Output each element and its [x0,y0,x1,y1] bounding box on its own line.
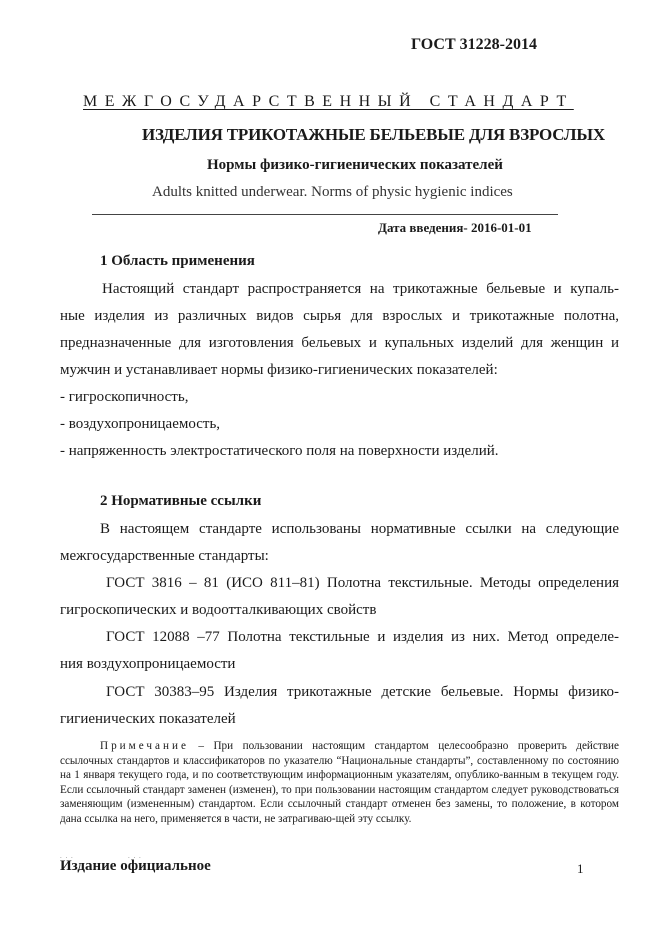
section-1-line-3: предназначенные для изготовления бельевых и купальных изделий для женщин и [60,335,619,351]
section-2-heading: 2 Нормативные ссылки [100,493,262,509]
list-item-hygroscopicity: - гигроскопичность, [60,389,189,405]
document-subtitle: Нормы физико-гигиенических показателей [207,157,503,173]
reference-gost-12088-line-2: ния воздухопроницаемости [60,656,236,672]
document-title: ИЗДЕЛИЯ ТРИКОТАЖНЫЕ БЕЛЬЕВЫЕ ДЛЯ ВЗРОСЛЫХ [142,125,605,144]
section-2-intro-line-2: межгосударственные стандарты: [60,548,269,564]
section-1-heading: 1 Область применения [100,253,255,269]
section-1-line-1: Настоящий стандарт распространяется на трикотажные бельевые и купаль- [102,281,619,297]
section-1-line-4: мужчин и устанавливает нормы физико-гигиенических показателей: [60,362,498,378]
introduction-date: Дата введения- 2016-01-01 [378,220,532,235]
footer-decoration: . . . [60,852,74,860]
english-title: Adults knitted underwear. Norms of physic hygienic indices [152,184,513,200]
section-2-intro-line-1: В настоящем стандарте использованы нормативные ссылки на следующие [100,521,619,537]
reference-gost-30383-line-2: гигиенических показателей [60,711,236,727]
title-divider [92,214,558,215]
list-item-air-permeability: - воздухопроницаемость, [60,416,221,432]
reference-gost-12088-line-1: ГОСТ 12088 –77 Полотна текстильные и изделия из них. Метод определе- [106,629,619,645]
interstate-standard-label: МЕЖГОСУДАРСТВЕННЫЙ СТАНДАРТ [83,93,574,110]
reference-gost-30383-line-1: ГОСТ 30383–95 Изделия трикотажные детские бельевые. Нормы физико- [106,684,619,700]
list-item-electrostatic-field: - напряженность электростатического поля на поверхности изделий. [60,443,499,459]
note-text: – При пользовании настоящим стандартом целесообразно проверить действие ссылочных стандартов и классификаторов по указателю “Национальные стандарты”, составленному по состоянию на 1 января текущего года, и по соответствующим информационным указателям, опублико-ванным в текущем году. Если ссылочный стандарт заменен (изменен), то при пользовании настоящим стандартом следует руководствоваться заменяющим (измененным) стандартом. Если ссылочный стандарт отменен без замены, то положение, в котором дана ссылка на него, применяется в части, не затрагиваю-щей эту ссылку. [60,740,619,825]
note-label: Примечание [100,740,189,752]
reference-gost-3816-line-1: ГОСТ 3816 – 81 (ИСО 811–81) Полотна текстильные. Методы определения [106,575,619,591]
section-1-line-2: ные изделия из различных видов сырья для взрослых и трикотажные полотна, [60,308,619,324]
references-note [60,739,619,827]
reference-gost-3816-line-2: гигроскопических и водоотталкивающих свойств [60,602,377,618]
official-edition-label: Издание официальное [60,858,211,874]
document-code: ГОСТ 31228-2014 [411,36,537,53]
page-number: 1 [577,861,584,876]
footer-decoration: . . . [128,852,142,860]
